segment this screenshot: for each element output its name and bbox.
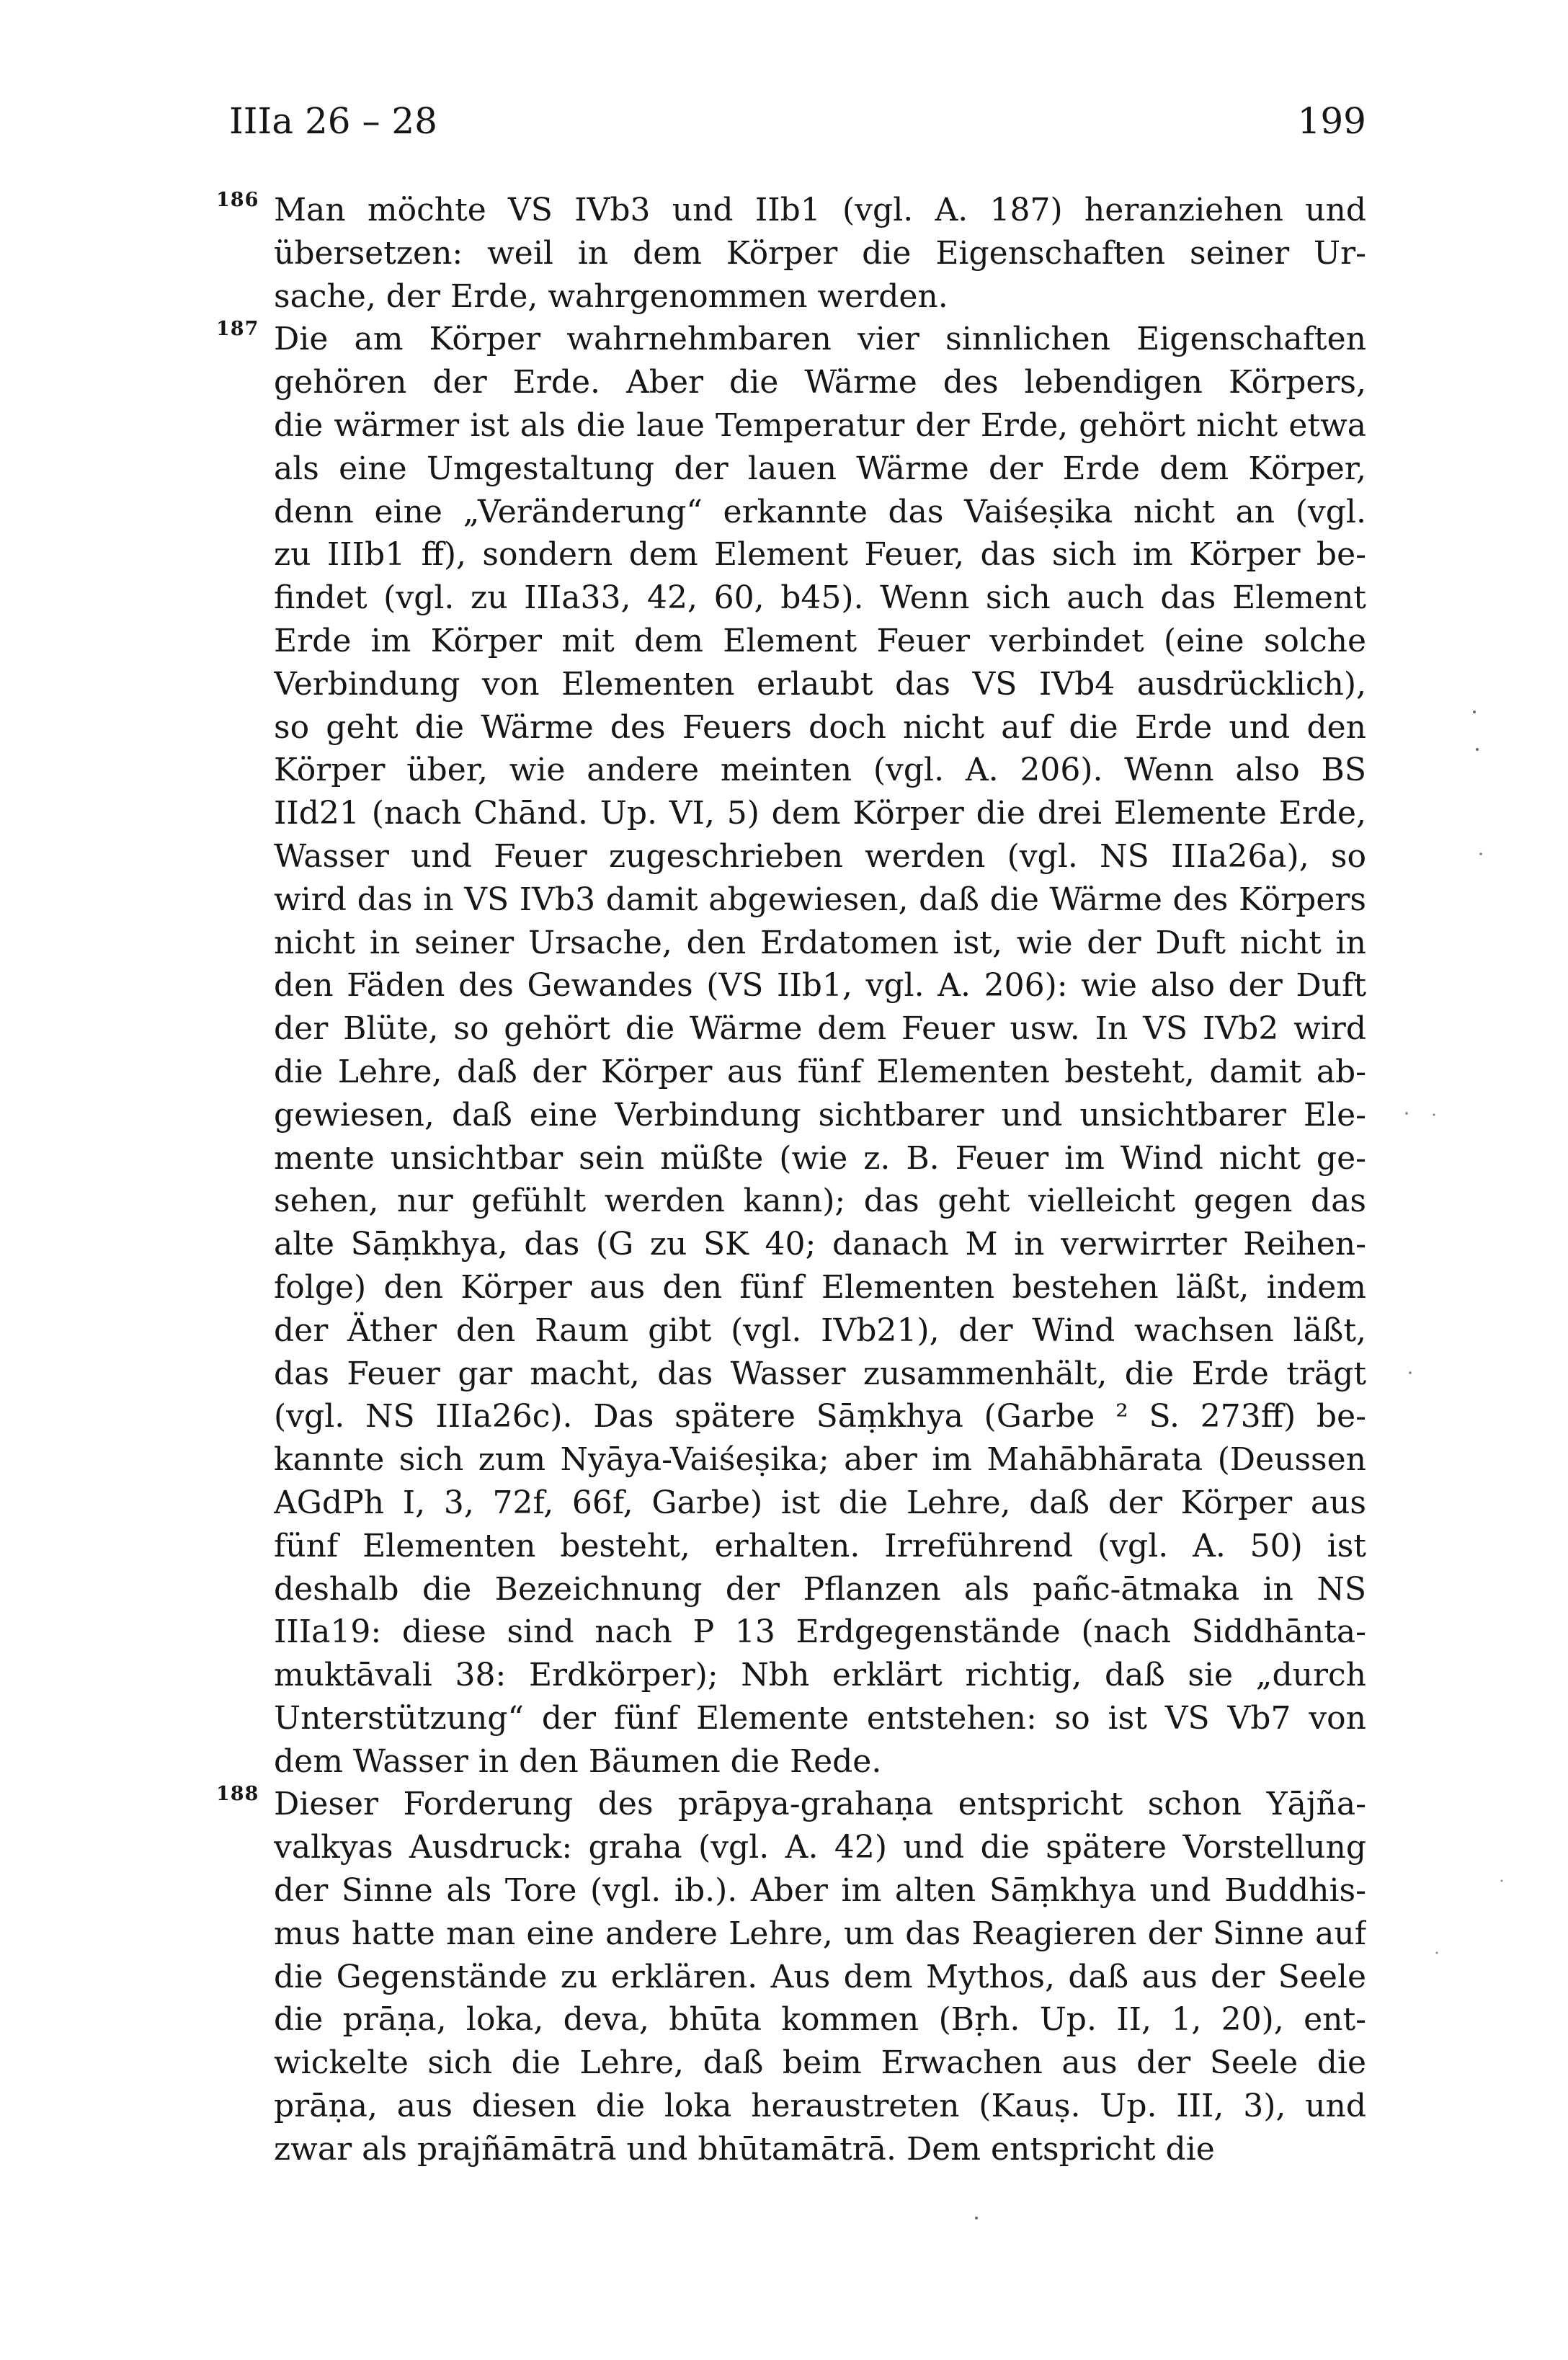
footnote-188 bbox=[216, 1783, 1366, 2170]
footnote-text-line: so geht die Wärme des Feuers doch nicht auf die Erde und den bbox=[274, 708, 1366, 746]
footnote-text-line: prāṇa, aus diesen die loka heraustreten (Kauṣ. Up. III, 3), und bbox=[274, 2088, 1366, 2125]
page-number: 199 bbox=[1297, 100, 1366, 142]
footnote-text-line: der Blüte, so gehört die Wärme dem Feuer usw. In VS IVb2 wird bbox=[274, 1010, 1366, 1048]
footnote-text-line: Dieser Forderung des prāpya-grahaṇa entspricht schon Yājña- bbox=[274, 1786, 1366, 1823]
footnote-text-line: (vgl. NS IIIa26c). Das spätere Sāṃkhya (Garbe ² S. 273ff) be- bbox=[274, 1398, 1366, 1435]
footnote-text-line: Verbindung von Elementen erlaubt das VS IVb4 ausdrücklich), bbox=[274, 665, 1366, 703]
section-reference: IIIa 26 – 28 bbox=[229, 100, 437, 142]
footnote-text-line: folge) den Körper aus den fünf Elementen bestehen läßt, indem bbox=[274, 1268, 1366, 1306]
footnote-text-line: gehören der Erde. Aber die Wärme des lebendigen Körpers, bbox=[274, 364, 1366, 401]
footnote-text-line: IId21 (nach Chānd. Up. VI, 5) dem Körper die drei Elemente Erde, bbox=[274, 795, 1366, 832]
footnote-text-line: kannte sich zum Nyāya-Vaiśeṣika; aber im Mahābhārata (Deussen bbox=[274, 1441, 1366, 1479]
footnote-number: 187 bbox=[216, 318, 259, 341]
footnote-text-line: wickelte sich die Lehre, daß beim Erwachen aus der Seele die bbox=[274, 2044, 1366, 2082]
footnote-text-line: fünf Elementen besteht, erhalten. Irreführend (vgl. A. 50) ist bbox=[274, 1527, 1366, 1564]
footnote-text-line: sehen, nur gefühlt werden kann); das geht vielleicht gegen das bbox=[274, 1183, 1366, 1220]
footnote-text-line: der Sinne als Tore (vgl. ib.). Aber im alten Sāṃkhya und Buddhis- bbox=[274, 1872, 1366, 1910]
footnote-text-line: die Lehre, daß der Körper aus fünf Elementen besteht, damit ab- bbox=[274, 1053, 1366, 1090]
footnote-186 bbox=[216, 189, 1366, 318]
footnote-text-line: denn eine „Veränderung“ erkannte das Vaiśeṣika nicht an (vgl. bbox=[274, 493, 1366, 530]
footnote-text-line: mente unsichtbar sein müßte (wie z. B. Feuer im Wind nicht ge- bbox=[274, 1139, 1366, 1177]
footnote-text-line: IIIa19: diese sind nach P 13 Erdgegenstände (nach Siddhānta- bbox=[274, 1613, 1366, 1651]
footnote-text-line: deshalb die Bezeichnung der Pflanzen als pañc-ātmaka in NS bbox=[274, 1570, 1366, 1608]
footnote-text-line: dem Wasser in den Bäumen die Rede. bbox=[274, 1742, 882, 1780]
footnote-text-line: findet (vgl. zu IIIa33, 42, 60, b45). Wenn sich auch das Element bbox=[274, 579, 1366, 617]
footnote-text-line: Die am Körper wahrnehmbaren vier sinnlichen Eigenschaften bbox=[274, 321, 1366, 358]
footnote-text-line: übersetzen: weil in dem Körper die Eigenschaften seiner Ur- bbox=[274, 234, 1366, 272]
footnote-text-line: die Gegenstände zu erklären. Aus dem Mythos, daß aus der Seele bbox=[274, 1958, 1366, 1995]
footnote-text-line: zwar als prajñāmātrā und bhūtamātrā. Dem entspricht die bbox=[274, 2130, 1215, 2168]
footnote-text-line: zu IIIb1 ff), sondern dem Element Feuer, das sich im Körper be- bbox=[274, 536, 1366, 574]
footnote-text-line: Körper über, wie andere meinten (vgl. A. 206). Wenn also BS bbox=[274, 752, 1366, 789]
footnote-text-line: Erde im Körper mit dem Element Feuer verbindet (eine solche bbox=[274, 622, 1366, 659]
footnote-text-line: sache, der Erde, wahrgenommen werden. bbox=[274, 277, 948, 315]
footnote-187 bbox=[216, 318, 1366, 1783]
footnote-text-line: den Fäden des Gewandes (VS IIb1, vgl. A. 206): wie also der Duft bbox=[274, 967, 1366, 1005]
footnote-text-line: das Feuer gar macht, das Wasser zusammenhält, die Erde trägt bbox=[274, 1355, 1366, 1392]
running-header bbox=[229, 92, 1366, 150]
footnote-text-line: alte Sāṃkhya, das (G zu SK 40; danach M in verwirrter Reihen- bbox=[274, 1226, 1366, 1263]
footnote-text-line: nicht in seiner Ursache, den Erdatomen ist, wie der Duft nicht in bbox=[274, 924, 1366, 961]
footnotes-block bbox=[216, 189, 1366, 2171]
footnote-text-line: der Äther den Raum gibt (vgl. IVb21), der Wind wachsen läßt, bbox=[274, 1312, 1366, 1349]
footnote-text-line: AGdPh I, 3, 72f, 66f, Garbe) ist die Lehre, daß der Körper aus bbox=[274, 1484, 1366, 1521]
footnote-text-line: Unterstützung“ der fünf Elemente entstehen: so ist VS Vb7 von bbox=[274, 1699, 1366, 1737]
footnote-text-line: gewiesen, daß eine Verbindung sichtbarer und unsichtbarer Ele- bbox=[274, 1096, 1366, 1134]
footnote-text-line: als eine Umgestaltung der lauen Wärme der Erde dem Körper, bbox=[274, 450, 1366, 487]
footnote-text-line: mus hatte man eine andere Lehre, um das Reagieren der Sinne auf bbox=[274, 1915, 1366, 1952]
footnote-text-line: die wärmer ist als die laue Temperatur der Erde, gehört nicht etwa bbox=[274, 406, 1366, 444]
footnote-number: 188 bbox=[216, 1783, 259, 1806]
footnote-text-line: wird das in VS IVb3 damit abgewiesen, daß die Wärme des Körpers bbox=[274, 881, 1366, 918]
footnote-text-line: Wasser und Feuer zugeschrieben werden (vgl. NS IIIa26a), so bbox=[274, 837, 1366, 875]
footnote-text-line: muktāvali 38: Erdkörper); Nbh erklärt richtig, daß sie „durch bbox=[274, 1657, 1366, 1694]
footnote-text-line: Man möchte VS IVb3 und IIb1 (vgl. A. 187) heranziehen und bbox=[274, 192, 1366, 228]
footnote-text-line: valkyas Ausdruck: graha (vgl. A. 42) und die spätere Vorstellung bbox=[274, 1829, 1366, 1866]
footnote-number: 186 bbox=[216, 189, 259, 211]
footnote-text-line: die prāṇa, loka, deva, bhūta kommen (Bṛh. Up. II, 1, 20), ent- bbox=[274, 2001, 1366, 2039]
